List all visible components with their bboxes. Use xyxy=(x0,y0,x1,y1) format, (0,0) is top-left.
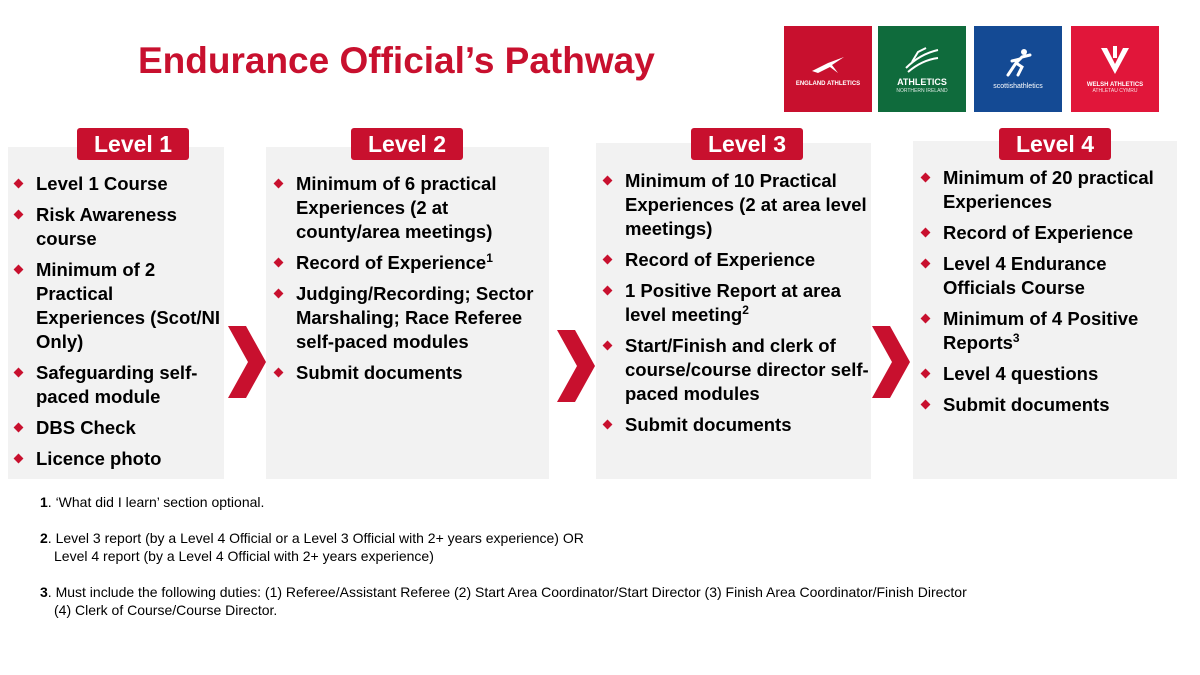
level-2-badge: Level 2 xyxy=(351,128,463,160)
list-item: Start/Finish and clerk of course/course director self-paced modules xyxy=(601,334,869,406)
footnote-3: 3. Must include the following duties: (1) Referee/Assistant Referee (2) Start Area Coordinator/Start Director (3) Finish Area Coordinator/Finish Director (4) Clerk of Course/Course Director. xyxy=(40,584,967,618)
level-2-list xyxy=(272,172,544,392)
list-item: Record of Experience xyxy=(919,221,1177,245)
list-item: 1 Positive Report at area level meeting$^2$ xyxy=(601,279,869,327)
list-item: Submit documents xyxy=(601,413,869,437)
level-4-badge: Level 4 xyxy=(999,128,1111,160)
england-athletics-logo: ENGLAND ATHLETICS xyxy=(784,26,872,112)
list-item: Minimum of 10 Practical Experiences (2 at area level meetings) xyxy=(601,169,869,241)
list-item: Minimum of 20 practical Experiences xyxy=(919,166,1177,214)
runner-icon xyxy=(808,51,848,77)
athlete-icon xyxy=(1000,47,1036,79)
list-item: Level 4 questions xyxy=(919,362,1177,386)
page-title: Endurance Official’s Pathway xyxy=(138,40,655,81)
list-item: Level 4 Endurance Officials Course xyxy=(919,252,1177,300)
arrow-right-icon xyxy=(872,326,910,398)
list-item: Judging/Recording; Sector Marshaling; Race Referee self-paced modules xyxy=(272,282,544,354)
footnote-2: 2. Level 3 report (by a Level 4 Official or a Level 3 Official with 2+ years experience) OR Level 4 report (by a Level 4 Official with 2+ years experience) xyxy=(40,530,584,564)
footnotes xyxy=(40,493,967,637)
athletics-ni-logo: ATHLETICS NORTHERN IRELAND xyxy=(878,26,966,112)
list-item: Minimum of 2 Practical Experiences (Scot/NI Only) xyxy=(12,258,222,354)
list-item: Risk Awareness course xyxy=(12,203,222,251)
list-item: Submit documents xyxy=(919,393,1177,417)
scottish-athletics-logo: scottishathletics xyxy=(974,26,1062,112)
level-1-list xyxy=(12,172,222,478)
list-item: Licence photo xyxy=(12,447,222,471)
level-3-badge: Level 3 xyxy=(691,128,803,160)
arrow-right-icon xyxy=(228,326,266,398)
level-4-list xyxy=(919,166,1177,424)
welsh-athletics-logo: WELSH ATHLETICS ATHLETAU CYMRU xyxy=(1071,26,1159,112)
list-item: Safeguarding self-paced module xyxy=(12,361,222,409)
list-item: DBS Check xyxy=(12,416,222,440)
swoosh-icon xyxy=(902,44,942,74)
list-item: Level 1 Course xyxy=(12,172,222,196)
chevron-emblem-icon xyxy=(1097,44,1133,78)
level-1-badge: Level 1 xyxy=(77,128,189,160)
list-item: Submit documents xyxy=(272,361,544,385)
footnote-1: 1. ‘What did I learn’ section optional. xyxy=(40,494,265,510)
list-item: Record of Experience xyxy=(601,248,869,272)
list-item: Minimum of 6 practical Experiences (2 at county/area meetings) xyxy=(272,172,544,244)
level-3-list xyxy=(601,169,869,444)
arrow-right-icon xyxy=(557,330,595,402)
list-item: Minimum of 4 Positive Reports$^3$ xyxy=(919,307,1177,355)
list-item: Record of Experience$^1$ xyxy=(272,251,544,275)
